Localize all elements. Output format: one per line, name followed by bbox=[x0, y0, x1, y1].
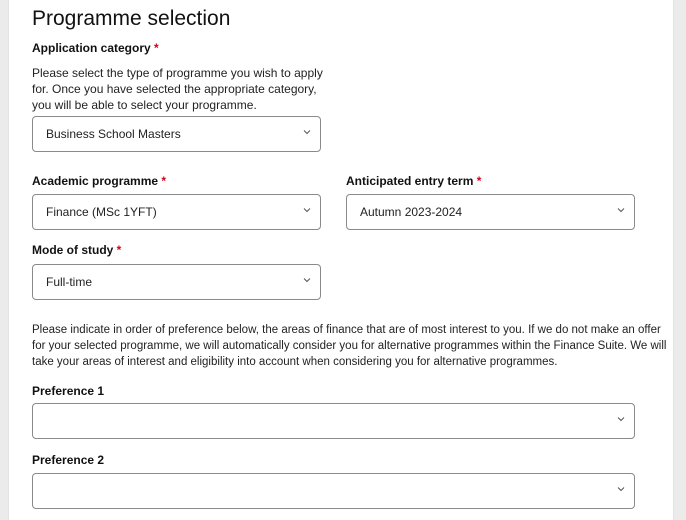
entry-term-select[interactable] bbox=[346, 194, 635, 230]
entry-term-label-text: Anticipated entry term bbox=[346, 174, 474, 188]
info-line: for your selected programme, we will automatically consider you for alternative programmes within the Finance Suite. We will bbox=[32, 340, 667, 352]
application-category-select[interactable] bbox=[32, 116, 321, 152]
preference-1-label: Preference 1 bbox=[32, 384, 105, 398]
mode-of-study-label-text: Mode of study bbox=[32, 243, 114, 257]
chevron-down-icon bbox=[303, 206, 311, 214]
help-line: for. Once you have selected the appropriate category, bbox=[32, 82, 317, 96]
info-line: Please indicate in order of preference below, the areas of finance that are of most interest to you. If we do not make an offer bbox=[32, 324, 661, 336]
application-category-value: Business School Masters bbox=[46, 127, 181, 141]
help-line: Please select the type of programme you wish to apply bbox=[32, 66, 323, 80]
application-category-label bbox=[32, 41, 159, 55]
entry-term-label bbox=[346, 174, 481, 188]
academic-programme-label-text: Academic programme bbox=[32, 174, 159, 188]
mode-of-study-label bbox=[32, 243, 121, 257]
preference-1-select[interactable] bbox=[32, 403, 635, 439]
chevron-down-icon bbox=[617, 485, 625, 493]
required-mark: * bbox=[116, 243, 122, 257]
required-mark: * bbox=[476, 174, 482, 188]
info-line: take your areas of interest and eligibility into account when considering you for alternative programmes. bbox=[32, 356, 558, 368]
preference-2-select[interactable] bbox=[32, 473, 635, 509]
page-title: Programme selection bbox=[32, 7, 231, 30]
help-line: you will be able to select your programme. bbox=[32, 98, 257, 112]
chevron-down-icon bbox=[303, 128, 311, 136]
chevron-down-icon bbox=[303, 276, 311, 284]
chevron-down-icon bbox=[617, 206, 625, 214]
required-mark: * bbox=[154, 41, 159, 55]
academic-programme-label bbox=[32, 174, 166, 188]
chevron-down-icon bbox=[617, 415, 625, 423]
required-mark: * bbox=[161, 174, 167, 188]
academic-programme-value: Finance (MSc 1YFT) bbox=[46, 205, 157, 219]
entry-term-value: Autumn 2023-2024 bbox=[360, 205, 463, 219]
application-category-help bbox=[32, 65, 323, 113]
preference-info-text bbox=[32, 322, 666, 370]
form-card bbox=[8, 0, 674, 520]
mode-of-study-select[interactable] bbox=[32, 264, 321, 300]
preference-2-label: Preference 2 bbox=[32, 453, 105, 467]
academic-programme-select[interactable] bbox=[32, 194, 321, 230]
application-category-label-text: Application category bbox=[32, 41, 151, 55]
mode-of-study-value: Full-time bbox=[46, 275, 93, 289]
